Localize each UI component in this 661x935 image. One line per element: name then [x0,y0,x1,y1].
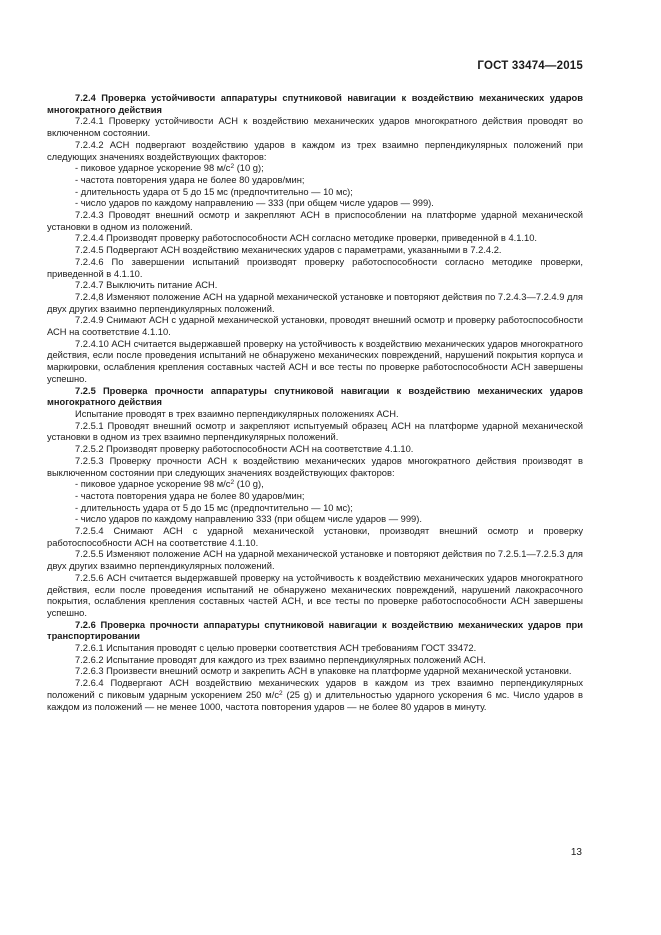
paragraph: 7.2.4.2 АСН подвергают воздействию ударов в каждом из трех взаимно перпендикулярных положений при следующих значениях воздействующих факторов: [47,139,583,162]
list-item [47,479,583,491]
paragraph: Испытание проводят в трех взаимно перпендикулярных положениях АСН. [75,408,399,419]
paragraph: 7.2.6.3 Произвести внешний осмотр и закрепить АСН в упаковке на платформе ударной механической установки. [75,666,572,677]
document-body [47,93,583,713]
paragraph-text: (25 g) и длительностью ударного ускорения 6 мс. Число ударов в каждом из положений — не менее 1000, частота повторения ударов — не более 80 ударов в минуту. [47,689,584,712]
paragraph [47,678,583,713]
paragraph: 7.2.4.1 Проверку устойчивости АСН к воздействию механических ударов многократного действия проводят во включенном состоянии. [47,116,583,139]
paragraph: 7.2.5.6 АСН считается выдержавшей проверку на устойчивость к воздействию механических ударов многократного действия, если после проведения испытаний не обнаружено механических повреждений, нарушений лакокрасочного покрытия, ослабления крепления составных частей АСН, и все тесты по проверке работоспособности АСН завершены успешно. [47,572,583,618]
list-item-text: (10 g); [234,163,264,174]
paragraph: 7.2.4,8 Изменяют положение АСН на ударной механической установке и повторяют действия по 7.2.4.3—7.2.4.9 для двух других взаимно перпендикулярных положений. [47,291,583,314]
paragraph: 7.2.4.3 Проводят внешний осмотр и закрепляют АСН в приспособлении на платформе ударной механической установки в одном из положений. [47,210,583,232]
section-heading: 7.2.6 Проверка прочности аппаратуры спутниковой навигации к воздействию механических ударов при транспортировании [47,619,583,642]
paragraph: 7.2.5.2 Производят проверку работоспособности АСН на соответствие 4.1.10. [75,444,414,455]
list-item-text: (10 g), [234,479,264,490]
list-item: - длительность удара от 5 до 15 мс (предпочтительно — 10 мс); [75,186,353,197]
paragraph: 7.2.5.5 Изменяют положение АСН на ударной механической установке и повторяют действия по 7.2.5.1—7.2.5.3 для двух других взаимно перпендикулярных положений. [47,549,583,572]
list-item: - число ударов по каждому направлению — 333 (при общем числе ударов — 999). [75,198,434,209]
page-number: 13 [570,847,582,858]
list-item: - число ударов по каждому направлению 333 (при общем числе ударов — 999). [75,514,422,525]
paragraph: 7.2.4.6 По завершении испытаний производят проверку работоспособности согласно методике проверки, приведенной в 4.1.10. [47,256,583,279]
section-heading: 7.2.5 Проверка прочности аппаратуры спутниковой навигации к воздействию механических ударов многократного действия [47,385,583,408]
paragraph: 7.2.4.9 Снимают АСН с ударной механической установки, проводят внешний осмотр и проверку работоспособности АСН на соответствие 4.1.10. [47,315,583,338]
list-item [47,163,583,175]
superscript: 2 [279,689,283,697]
paragraph: 7.2.4.10 АСН считается выдержавшей проверку на устойчивость к воздействию механических ударов многократного действия, если после проведения испытаний не обнаружено механических повреждений, нарушений покрытия корпуса и маркировки, ослабления крепления составных частей АСН и все тесты по проверке работоспособности АСН завершены успешно. [47,338,583,384]
paragraph: 7.2.5.1 Проводят внешний осмотр и закрепляют испытуемый образец АСН на платформе ударной механической установки в одном из трех взаимно перпендикулярных положений. [47,420,583,443]
paragraph: 7.2.4.7 Выключить питание АСН. [75,280,218,291]
list-item: - длительность удара от 5 до 15 мс (предпочтительно — 10 мс); [75,502,353,513]
list-item: - частота повторения удара не более 80 ударов/мин; [75,174,305,185]
superscript: 2 [230,479,235,487]
document-header: ГОСТ 33474—2015 [477,60,583,72]
paragraph-text: 7.2.6.4 Подвергают АСН воздействию механических ударов в каждом из трех взаимно перпендикулярных положений с пиковым ударным ускорением 250 м/с [47,678,583,700]
paragraph: 7.2.6.2 Испытание проводят для каждого из трех взаимно перпендикулярных положений АСН. [75,654,486,665]
paragraph: 7.2.4.4 Производят проверку работоспособности АСН согласно методике проверки, приведенной в 4.1.10. [75,233,538,244]
list-item-text: - пиковое ударное ускорение 98 м/с [75,163,231,174]
paragraph: 7.2.5.4 Снимают АСН с ударной механической установки, производят внешний осмотр и проверку работоспособности АСН на соответствие 4.1.10. [47,526,583,548]
superscript: 2 [230,163,235,171]
section-heading: 7.2.4 Проверка устойчивости аппаратуры спутниковой навигации к воздействию механических ударов многократного действия [47,93,583,115]
paragraph: 7.2.6.1 Испытания проводят с целью проверки соответствия АСН требованиям ГОСТ 33472. [75,643,477,654]
list-item: - частота повторения удара не более 80 ударов/мин; [75,490,305,501]
paragraph: 7.2.4.5 Подвергают АСН воздействию механических ударов с параметрами, указанными в 7.2.4.2. [75,245,502,256]
paragraph: 7.2.5.3 Проверку прочности АСН к воздействию механических ударов многократного действия производят в выключенном состоянии при следующих значениях воздействующих факторов: [47,455,583,478]
list-item-text: - пиковое ударное ускорение 98 м/с [75,479,231,490]
